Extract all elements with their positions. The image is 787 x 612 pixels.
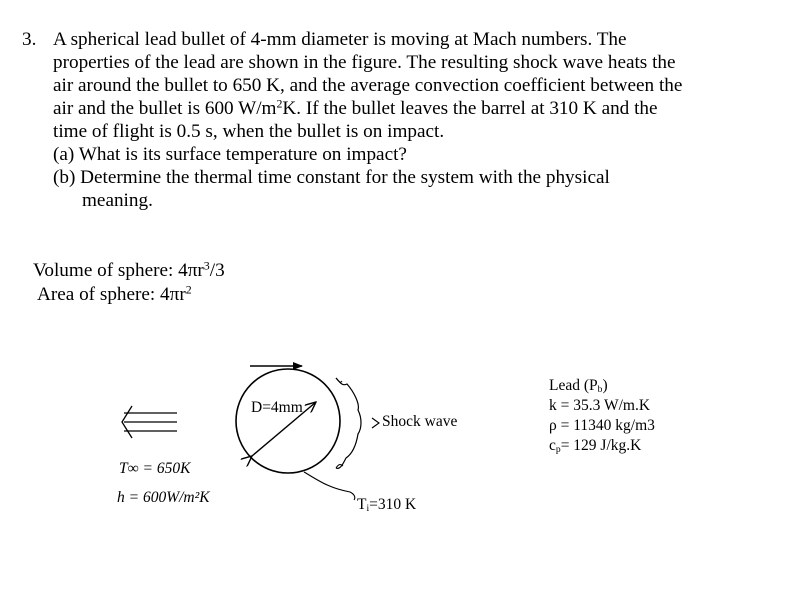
- specific-heat: [549, 436, 655, 456]
- part-b: (b) Determine the thermal time constant for the system with the physical: [53, 167, 610, 188]
- line4-pre: air and the bullet is 600 W/m: [53, 98, 277, 119]
- ti-leader-line: [304, 472, 355, 500]
- part-a: (a) What is its surface temperature on impact?: [53, 144, 407, 165]
- volume-post: /3: [209, 260, 225, 281]
- volume-pre: Volume of sphere: 4πr: [33, 260, 204, 281]
- lead-title-sub: b: [597, 383, 603, 395]
- cp-sub: p: [555, 443, 561, 455]
- line4-post: K. If the bullet leaves the barrel at 310 K and the: [282, 98, 658, 119]
- lead-title-post: ): [602, 377, 608, 394]
- ti-pre: T: [357, 496, 367, 513]
- part-b-continued: meaning.: [82, 190, 153, 211]
- ti-sub: i: [366, 502, 370, 514]
- shock-label-bracket: [372, 418, 379, 428]
- lead-properties: [549, 376, 655, 456]
- thermal-conductivity: k = 35.3 W/m.K: [549, 397, 651, 414]
- ambient-temp-label: T∞ = 650K: [119, 460, 191, 477]
- bullet-sphere: [236, 369, 340, 473]
- problem-line-2: properties of the lead are shown in the figure. The resulting shock wave heats the: [53, 52, 676, 73]
- problem-line-1: A spherical lead bullet of 4-mm diameter is moving at Mach numbers. The: [53, 29, 627, 50]
- problem-number: 3.: [22, 29, 37, 50]
- convection-coefficient-label: h = 600W/m²K: [117, 489, 210, 506]
- cp-post: = 129 J/kg.K: [560, 437, 642, 454]
- shock-wave-tick-top: [336, 378, 342, 382]
- lead-title: [549, 376, 655, 396]
- problem-line-3: air around the bullet to 650 K, and the average convection coefficient between the: [53, 75, 683, 96]
- problem-line-5: time of flight is 0.5 s, when the bullet is on impact.: [53, 121, 445, 142]
- diameter-label: D=4mm: [251, 399, 303, 416]
- line4-sup: 2: [276, 96, 283, 111]
- cp-pre: c: [549, 437, 556, 454]
- flow-arrows-icon: [122, 406, 177, 438]
- area-sup: 2: [185, 282, 192, 297]
- density: ρ = 11340 kg/m3: [549, 417, 655, 434]
- initial-temp-label: [357, 496, 416, 514]
- volume-sup: 3: [203, 258, 210, 273]
- area-pre: Area of sphere: 4πr: [37, 284, 186, 305]
- ti-post: =310 K: [369, 496, 417, 513]
- lead-title-pre: Lead (P: [549, 377, 598, 394]
- shock-wave-label: Shock wave: [382, 413, 458, 430]
